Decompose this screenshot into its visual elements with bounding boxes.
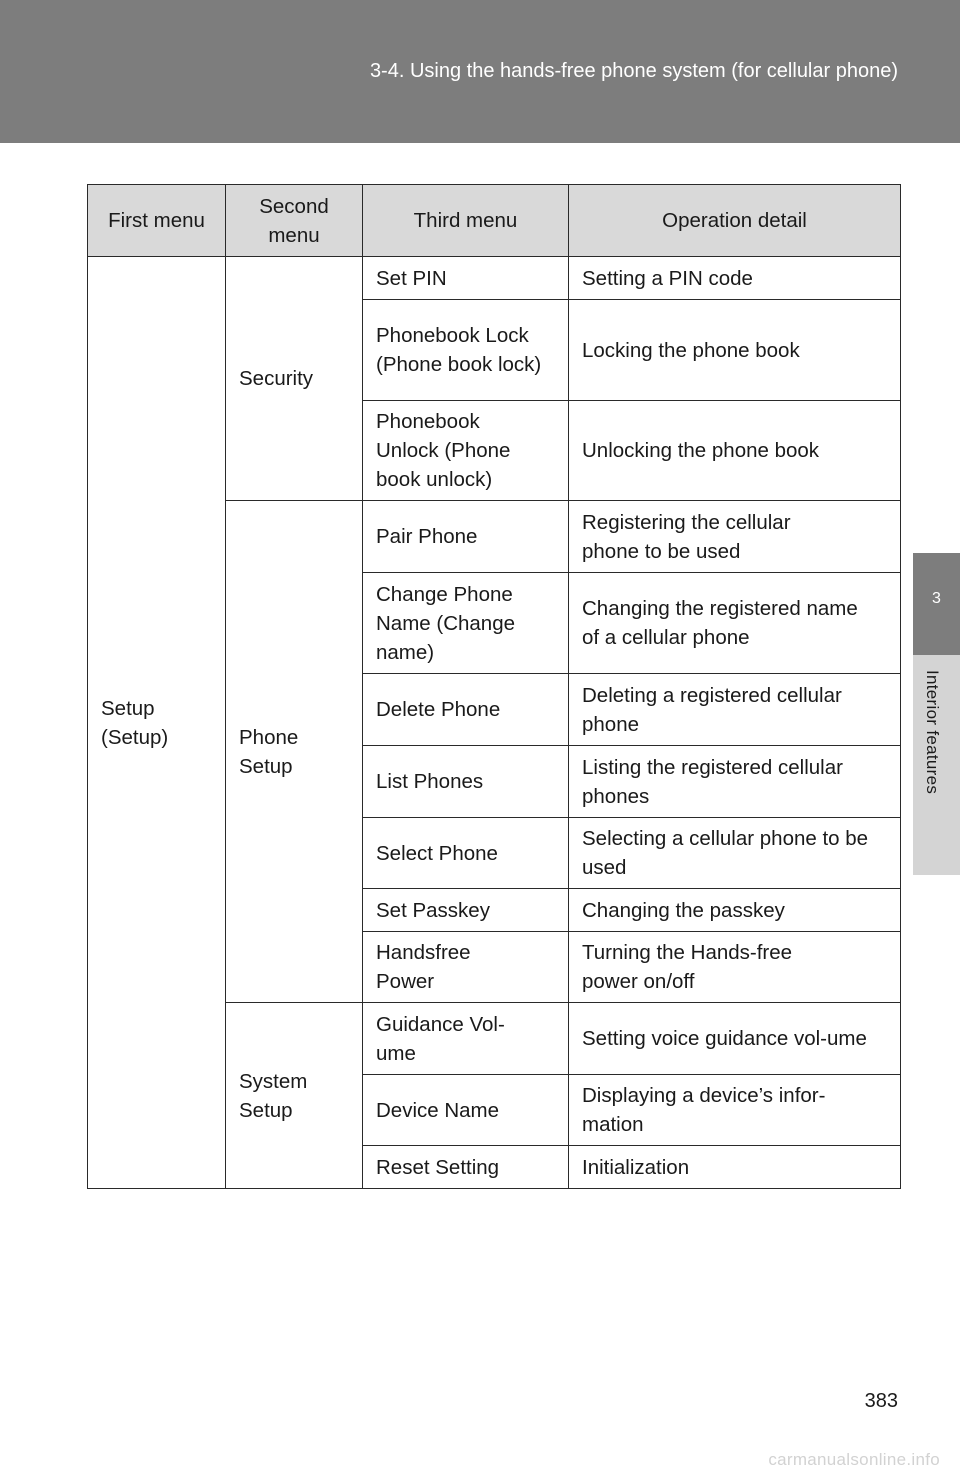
- header-title: 3-4. Using the hands-free phone system (for cellular phone): [369, 60, 898, 82]
- operation-detail-cell: Registering the cellular phone to be used: [569, 501, 901, 573]
- third-menu-cell: Pair Phone: [363, 501, 569, 573]
- header-first-menu: First menu: [88, 185, 226, 257]
- chapter-label: Interior features: [923, 670, 942, 795]
- second-menu-cell: Security: [226, 257, 363, 501]
- menu-table: [87, 184, 901, 1189]
- third-menu-cell: Set PIN: [363, 257, 569, 300]
- operation-detail-cell: Locking the phone book: [569, 300, 901, 401]
- header-operation-detail: Operation detail: [569, 185, 901, 257]
- third-menu-cell: Set Passkey: [363, 889, 569, 932]
- table-header-row: [88, 185, 901, 257]
- third-menu-cell: Reset Setting: [363, 1146, 569, 1189]
- page-header: [0, 0, 960, 143]
- operation-detail-cell: Initialization: [569, 1146, 901, 1189]
- header-third-menu: Third menu: [363, 185, 569, 257]
- operation-detail-cell: Unlocking the phone book: [569, 401, 901, 501]
- third-menu-cell: List Phones: [363, 746, 569, 818]
- second-menu-cell: Phone Setup: [226, 501, 363, 1003]
- third-menu-cell: Guidance Vol-ume: [363, 1003, 569, 1075]
- third-menu-cell: Select Phone: [363, 818, 569, 889]
- third-menu-cell: Handsfree Power: [363, 932, 569, 1003]
- third-menu-cell: Phonebook Lock (Phone book lock): [363, 300, 569, 401]
- third-menu-cell: Device Name: [363, 1075, 569, 1146]
- header-second-menu: Second menu: [226, 185, 363, 257]
- watermark: carmanualsonline.info: [768, 1450, 940, 1469]
- chapter-number: 3: [932, 590, 941, 607]
- page-number: 383: [864, 1390, 898, 1412]
- operation-detail-cell: Turning the Hands-free power on/off: [569, 932, 901, 1003]
- table-row: [88, 257, 901, 300]
- operation-detail-cell: Listing the registered cellular phones: [569, 746, 901, 818]
- operation-detail-cell: Deleting a registered cellular phone: [569, 674, 901, 746]
- operation-detail-cell: Changing the passkey: [569, 889, 901, 932]
- operation-detail-cell: Setting voice guidance vol-ume: [569, 1003, 901, 1075]
- second-menu-cell: System Setup: [226, 1003, 363, 1189]
- first-menu-cell: Setup (Setup): [88, 257, 226, 1189]
- third-menu-cell: Delete Phone: [363, 674, 569, 746]
- operation-detail-cell: Setting a PIN code: [569, 257, 901, 300]
- operation-detail-cell: Selecting a cellular phone to be used: [569, 818, 901, 889]
- operation-detail-cell: Displaying a device’s infor-mation: [569, 1075, 901, 1146]
- operation-detail-cell: Changing the registered name of a cellular phone: [569, 573, 901, 674]
- third-menu-cell: Change Phone Name (Change name): [363, 573, 569, 674]
- third-menu-cell: Phonebook Unlock (Phone book unlock): [363, 401, 569, 501]
